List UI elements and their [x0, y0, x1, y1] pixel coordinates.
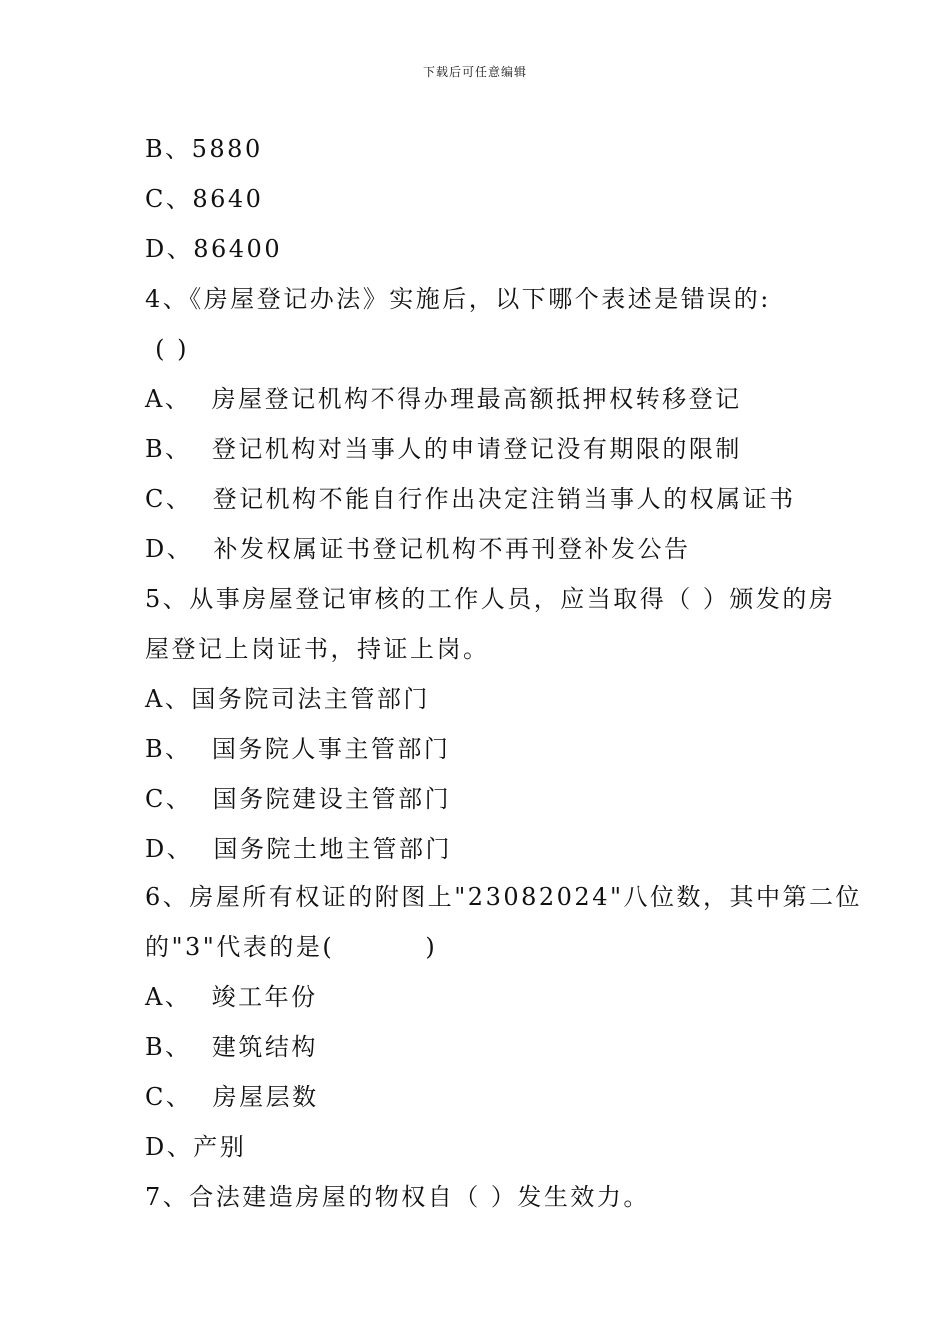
- option-line: C、 国务院建设主管部门: [145, 785, 452, 813]
- question-line: 7、合法建造房屋的物权自（ ）发生效力。: [145, 1183, 650, 1211]
- option-line: A、国务院司法主管部门: [145, 685, 430, 713]
- text-line: C、8640: [145, 185, 264, 213]
- text-line: ( ): [145, 335, 189, 363]
- option-line: A、 房屋登记机构不得办理最高额抵押权转移登记: [145, 385, 742, 413]
- text-line: 的"3"代表的是( ): [145, 933, 438, 961]
- option-line: C、 登记机构不能自行作出决定注销当事人的权属证书: [145, 485, 796, 513]
- question-line: 6、房屋所有权证的附图上"23082024"八位数，其中第二位: [145, 883, 863, 911]
- option-line: B、 登记机构对当事人的申请登记没有期限的限制: [145, 435, 742, 463]
- option-line: B、 建筑结构: [145, 1033, 318, 1061]
- page-header: 下载后可任意编辑: [422, 65, 527, 79]
- text-line: D、86400: [145, 235, 283, 263]
- option-line: D、产别: [145, 1133, 247, 1161]
- text-line: B、5880: [145, 135, 263, 163]
- option-line: D、 国务院土地主管部门: [145, 835, 452, 863]
- question-line: 5、从事房屋登记审核的工作人员，应当取得（ ）颁发的房: [145, 585, 836, 613]
- option-line: B、 国务院人事主管部门: [145, 735, 451, 763]
- question-line: 4、《房屋登记办法》实施后，以下哪个表述是错误的:: [145, 285, 771, 313]
- option-line: C、 房屋层数: [145, 1083, 319, 1111]
- option-line: A、 竣工年份: [145, 983, 318, 1011]
- text-line: 屋登记上岗证书，持证上岗。: [145, 635, 490, 663]
- option-line: D、 补发权属证书登记机构不再刊登补发公告: [145, 535, 691, 563]
